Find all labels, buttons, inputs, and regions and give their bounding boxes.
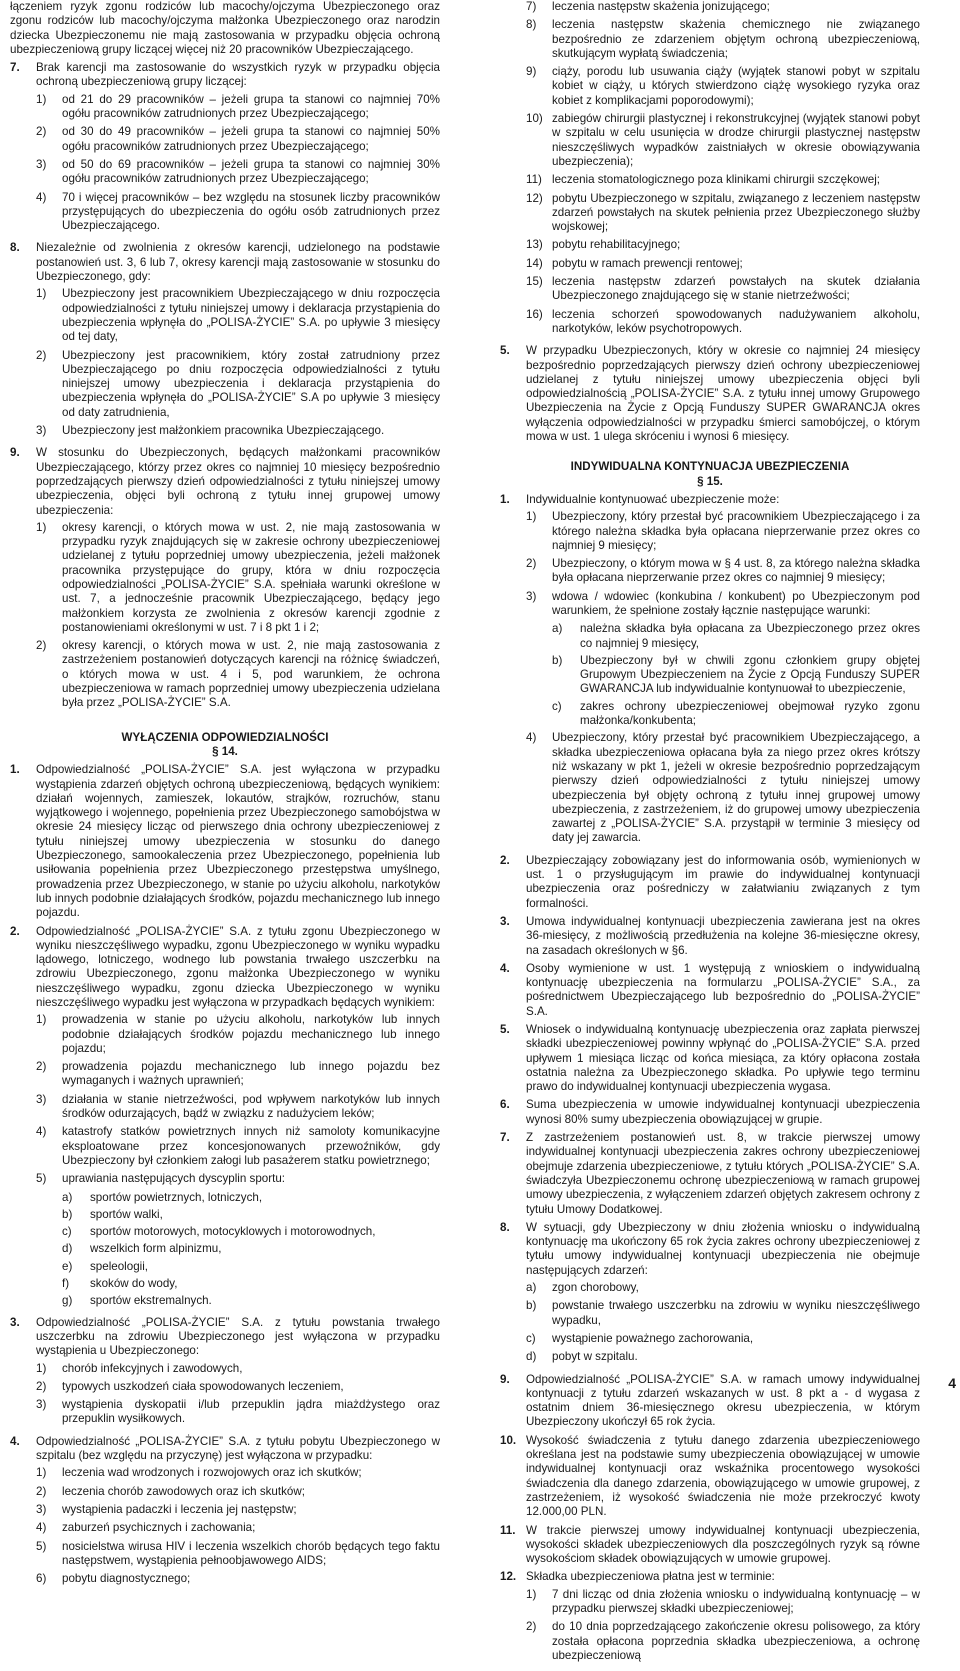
list-item: 1) chorób infekcyjnych i zawodowych, (36, 1361, 243, 1375)
left-column (10, 0, 440, 1594)
list-item: a) zgon chorobowy, (526, 1281, 639, 1295)
clause-7: 7. Brak karencji ma zastosowanie do wszystkich ryzyk w przypadku objęcia ochroną ubezpieczeniową grupy liczącej: 1) od 21 do 29 pracowników – jeżeli grupa ta stanowi co najmniej 70% ogółu pracowników zatrudnionych przez Ubezpieczającego; 2) od 30 do 49 pracowników – jeżeli grupa ta stanowi co najmniej 50% ogółu pracowników zatrudnionych przez Ubezpieczającego; 3) od 50 do 69 pracowników – jeżeli grupa ta stanowi co najmniej 30% ogółu pracowników zatrudnionych przez Ubezpieczającego; 4) 70 i więcej pracowników – bez względu na stosunek liczby pracowników przystępujących do ubezpieczenia do ogółu osób zatrudnionych przez Ubezpieczającego. (10, 61, 440, 233)
list-item: 5) nosicielstwa wirusa HIV i leczenia wszelkich chorób będących tego faktu następstwem, wystąpienia pełnoobjawowego AIDS; (36, 1539, 440, 1567)
condition-item: a) należna składka była opłacana za Ubezpieczonego przez okres co najmniej 9 miesięcy, (552, 622, 920, 650)
clause-text: Odpowiedzialność „POLISA-ŻYCIE” S.A. jest wyłączona w przypadku wystąpienia zdarzeń objętych ochroną ubezpieczeniową, będących wynikiem: działań wojennych, zamieszek, lokautów, strajków, rozruchów, stanu wyjątkowego i wojennego, popełnienia przez Ubezpieczonego samobójstwa w okresie 24 miesięcy licząc od pierwszego dnia ochrony ubezpieczeniowej z tytułu niniejszej umowy ubezpieczenia w stosunku do danego Ubezpieczonego, samookaleczenia przez Ubezpieczonego, popełnienia lub usiłowania popełnienia przez Ubezpieczonego przestępstwa umyślnego, prowadzenia przez Ubezpieczonego, w stanie po użyciu alkoholu, narkotyków lub innych podobnie działających środków, pojazdu mechanicznego lub innego pojazdu. (36, 763, 440, 920)
list-item: 1) prowadzenia w stanie po użyciu alkoholu, narkotyków lub innych podobnie działających środków pojazdu mechanicznego lub innego pojazdu; (36, 1013, 440, 1055)
list-item: 6) pobytu diagnostycznego; (36, 1572, 191, 1586)
exclusion-4-continued (500, 0, 920, 340)
list-item: 2) do 10 dnia poprzedzającego zakończenie okresu polisowego, za który została opłacona poprzednia składka ubezpieczeniowa, a ochronę ubezpieczeniową (526, 1620, 920, 1662)
list-item: 14) pobytu w ramach prewencji rentowej; (526, 256, 743, 270)
clause-text: W stosunku do Ubezpieczonych, będących małżonkami pracowników Ubezpieczającego, którzy przez okres co najmniej 10 miesięcy bezpośrednio poprzedzających pierwszy dzień odpowiedzialności z tytułu niniejszej umowy ubezpieczenia, objęci byli ochroną z tytułu innej grupowej umowy ubezpieczenia: (36, 446, 440, 517)
sport-item: c) sportów motorowych, motocyklowych i motorowodnych, (62, 1225, 376, 1239)
list-item: 7) leczenia następstw skażenia jonizującego; (526, 0, 770, 13)
list-item: 3) wystąpienia dyskopatii i/lub przepuklin jądra miażdżystego oraz przepuklin wysiłkowych. (36, 1398, 440, 1426)
section-paragraph-number: § 15. (697, 474, 723, 488)
exclusion-3: 3. Odpowiedzialność „POLISA-ŻYCIE” S.A. z tytułu powstania trwałego uszczerbku na zdrowiu Ubezpieczonego jest wyłączona w przypadku wystąpienia u Ubezpieczonego: 1) chorób infekcyjnych i zawodowych, 2) typowych uszkodzeń ciała spowodowanych leczeniem, 3) wystąpienia dyskopatii i/lub przepuklin jądra miażdżystego oraz przepuklin wysiłkowych. (10, 1315, 440, 1426)
list-item: 1) Ubezpieczony jest pracownikiem Ubezpieczającego w dniu rozpoczęcia odpowiedzialności z tytułu niniejszej umowy i deklaracja przystąpienia do ubezpieczenia wpłynęła do „POLISA-ŻYCIE” S.A. po upływie 3 miesięcy od tej daty, (36, 287, 440, 344)
continuation-8: 8. W sytuacji, gdy Ubezpieczony w dniu złożenia wniosku o indywidualną kontynuację ma ukończony 65 rok życia zakres ochrony ubezpieczeniowej z tytułu umowy indywidualnej kontynuacji ubezpieczenia nie obejmuje następujących zdarzeń: a) zgon chorobowy, b) powstanie trwałego uszczerbku na zdrowiu w wyniku nieszczęśliwego wypadku, c) wystąpienie poważnego zachorowania, d) pobyt w szpitalu. (500, 1220, 920, 1364)
list-item: 15) leczenia następstw zdarzeń powstałych na skutek działania Ubezpieczonego znajdującego się w stanie nietrzeźwości; (526, 275, 920, 303)
sport-item: d) wszelkich form alpinizmu, (62, 1242, 222, 1256)
list-item: c) wystąpienie poważnego zachorowania, (526, 1331, 754, 1345)
exclusion-1: 1. Odpowiedzialność „POLISA-ŻYCIE” S.A. jest wyłączona w przypadku wystąpienia zdarzeń objętych ochroną ubezpieczeniową, będących wynikiem: działań wojennych, zamieszek, lokautów, strajków, rozruchów, stanu wyjątkowego i wojennego, popełnienia przez Ubezpieczonego samobójstwa w okresie 24 miesięcy licząc od pierwszego dnia ochrony ubezpieczeniowej z tytułu niniejszej umowy ubezpieczenia w stosunku do danego Ubezpieczonego, samookaleczenia przez Ubezpieczonego, popełnienia lub usiłowania popełnienia przez Ubezpieczonego przestępstwa umyślnego, prowadzenia przez Ubezpieczonego, w stanie po użyciu alkoholu, narkotyków lub innych podobnie działających środków, pojazdu mechanicznego lub innego pojazdu. (10, 763, 440, 920)
clause-9: 9. W stosunku do Ubezpieczonych, będących małżonkami pracowników Ubezpieczającego, którzy przez okres co najmniej 10 miesięcy bezpośrednio poprzedzających pierwszy dzień odpowiedzialności z tytułu niniejszej umowy ubezpieczenia, objęci byli ochroną z tytułu innej grupowej umowy ubezpieczenia: 1) okresy karencji, o których mowa w ust. 2, nie mają zastosowania w przypadku ryzyk znajdujących się w zakresie ochrony ubezpieczeniowej udzielanej z tytułu poprzedniej umowy ubezpieczenia, jeżeli małżonek pracownika przystępujące do grupy, która w dniu rozpoczęcia odpowiedzialności „POLISA-ŻYCIE” S.A. spełniała warunki określone w ust. 7, a jednocześnie pracownik Ubezpieczającego, będący jego małżonkiem korzysta ze zwolnienia z okresów karencji zgodnie z postanowieniami określonymi w ust. 7 i 8 pkt 1 i 2; 2) okresy karencji, o których mowa w ust. 2, nie mają zastosowania z zastrzeżeniem postanowień dotyczących karencji na różnicę świadczeń, o których mowa w ust. 4 i 5, pod warunkiem, że ochrona ubezpieczeniowa w ramach poprzedniej umowy ubezpieczenia udzielana była przez „POLISA-ŻYCIE” S.A. (10, 446, 440, 710)
continued-paragraph: łączeniem ryzyk zgonu rodziców lub macochy/ojczyma Ubezpieczonego oraz zgonu rodziców lub macochy/ojczyma małżonka Ubezpieczonego oraz narodzin dziecka Ubezpieczonemu nie mają zastosowania w przypadku objęcia ochroną ubezpieczeniową grupy liczącej więcej niż 20 pracowników Ubezpieczającego. (10, 0, 440, 56)
continuation-12: 12. Składka ubezpieczeniowa płatna jest w terminie: 1) 7 dni licząc od dnia złożenia wniosku o indywidualną kontynuację – w przypadku pierwszej składki ubezpieczeniowej; 2) do 10 dnia poprzedzającego zakończenie okresu polisowego, za który została opłacona poprzednia składka ubezpieczeniowa, a ochronę ubezpieczeniową (500, 1570, 920, 1662)
continuation-1: 1. Indywidualnie kontynuować ubezpieczenie może: 1) Ubezpieczony, który przestał być pracownikiem Ubezpieczającego i za którego należna składka była opłacana nieprzerwanie przez okres co najmniej 9 miesięcy; 2) Ubezpieczony, o którym mowa w § 4 ust. 8, za którego należna składka była opłacana nieprzerwanie przez okres co najmniej 9 miesięcy; 3) wdowa / wdowiec (konkubina / konkubent) po Ubezpieczonym pod warunkiem, że spełnione zostały łącznie następujące warunki: a) należna składka była opłacana za Ubezpieczonego przez okres co najmniej 9 miesięcy, b) Ubezpieczony był w chwili zgonu członkiem grupy objętej Grupowym Ubezpieczeniem na Życie z Opcją Funduszy SUPER GWARANCJA lub indywidualnie kontynuował to ubezpieczenie, c) zakres ochrony ubezpieczeniowej obejmował ryzyko zgonu małżonka/konkubenta; 4) Ubezpieczony, który przestał być pracownikiem Ubezpieczającego, a składka ubezpieczeniowa opłacana była za niego przez okres krótszy niż wskazany w pkt 1, jeżeli w okresie bezpośrednio poprzedzającym pierwszy dzień odpowiedzialności z tytułu niniejszej umowy ubezpieczenia był objęty ochroną z tytułu innej grupowej umowy ubezpieczenia, z zastrzeżeniem, iż do grupowej umowy ubezpieczenia zawartej z „POLISA-ŻYCIE” S.A. przystąpił w terminie 3 miesięcy od daty jej zawarcia. (500, 492, 920, 845)
list-item: 9) ciąży, porodu lub usuwania ciąży (wyjątek stanowi pobyt w szpitalu kobiet w ciąży, u których stwierdzono ciążę wysokiego ryzyka oraz kobiet z komplikacjami poporodowymi); (526, 65, 920, 107)
list-item: 1) 7 dni licząc od dnia złożenia wniosku o indywidualną kontynuację – w przypadku pierwszej składki ubezpieczeniowej; (526, 1587, 920, 1615)
list-item: 10) zabiegów chirurgii plastycznej i rekonstrukcyjnej (wyjątek stanowi pobyt w szpitalu w celu usunięcia w drodze chirurgii plastycznej następstw nieszczęśliwych wypadków zaistniałych w okresie obowiązywania ubezpieczenia); (526, 112, 920, 168)
continuation-clause: 11. W trakcie pierwszej umowy indywidualnej kontynuacji ubezpieczenia, wysokości składek ubezpieczeniowych dla poszczególnych ryzyk są równe wysokościom składek obowiązujących w umowie grupowej. (500, 1523, 920, 1566)
list-item: 1) leczenia wad wrodzonych i rozwojowych oraz ich skutków; (36, 1466, 362, 1480)
list-item: 4) 70 i więcej pracowników – bez względu na stosunek liczby pracowników przystępujących do ubezpieczenia do ogółu osób zatrudnionych przez Ubezpieczającego. (36, 190, 440, 233)
clause-text: Niezależnie od zwolnienia z okresów karencji, udzielonego na podstawie postanowień ust. 3, 6 lub 7, okresy karencji mają zastosowanie w stosunku do Ubezpieczonego, gdy: (36, 241, 440, 284)
clause-text: Indywidualnie kontynuować ubezpieczenie może: (526, 492, 780, 506)
list-item: 2) leczenia chorób zawodowych oraz ich skutków; (36, 1484, 305, 1498)
list-item: 1) Ubezpieczony, który przestał być pracownikiem Ubezpieczającego i za którego należna składka była opłacana nieprzerwanie przez okres co najmniej 9 miesięcy; (526, 510, 920, 552)
continuation-clause: 4. Osoby wymienione w ust. 1 występują z wnioskiem o indywidualną kontynuację ubezpieczenia na formularzu „POLISA-ŻYCIE” S.A., za pośrednictwem Ubezpieczającego lub bezpośrednio do „POLISA-ŻYCIE” S.A. (500, 961, 920, 1018)
continuation-clause: 3. Umowa indywidualnej kontynuacji ubezpieczenia zawierana jest na okres 36-miesięcy, z możliwością przedłużenia na kolejne 36-miesięczne okresy, na zasadach określonych w §6. (500, 914, 920, 957)
continuation-clause: 5. Wniosek o indywidualną kontynuację ubezpieczenia oraz zapłata pierwszej składki ubezpieczeniowej powinny wpłynąć do „POLISA-ŻYCIE” S.A. przed upływem 1 miesiąca licząc od końca miesiąca, za który opłacona została ostatnia należna za Ubezpieczonego składka. Po upływie tego terminu prawo do indywidualnej kontynuacji ubezpieczenia wygasa. (500, 1023, 920, 1094)
continuation-clause: 2. Ubezpieczający zobowiązany jest do informowania osób, wymienionych w ust. 1 o przysługującym im prawie do indywidualnej kontynuacji ubezpieczenia oraz pośredniczy w załatwianiu związanych z tym formalności. (500, 853, 920, 910)
list-item: 3) wystąpienia padaczki i leczenia jej następstw; (36, 1502, 297, 1516)
condition-item: b) Ubezpieczony był w chwili zgonu członkiem grupy objętej Grupowym Ubezpieczeniem na Życie z Opcją Funduszy SUPER GWARANCJA lub indywidualnie kontynuował to ubezpieczenie, (552, 653, 920, 696)
list-item: d) pobyt w szpitalu. (526, 1350, 638, 1364)
list-item: 11) leczenia stomatologicznego poza klinikami chirurgii szczękowej; (526, 173, 880, 187)
clause-8: 8. Niezależnie od zwolnienia z okresów karencji, udzielonego na podstawie postanowień ust. 3, 6 lub 7, okresy karencji mają zastosowanie w stosunku do Ubezpieczonego, gdy: 1) Ubezpieczony jest pracownikiem Ubezpieczającego w dniu rozpoczęcia odpowiedzialności z tytułu niniejszej umowy i deklaracja przystąpienia do ubezpieczenia wpłynęła do „POLISA-ŻYCIE” S.A. po upływie 3 miesięcy od tej daty, 2) Ubezpieczony jest pracownikiem, który został zatrudniony przez Ubezpieczającego po dniu rozpoczęcia odpowiedzialności z tytułu niniejszej umowy ubezpieczenia i deklaracja przystąpienia do ubezpieczenia wpłynęła do „POLISA-ŻYCIE” S.A po upływie 3 miesięcy od daty zatrudnienia, 3) Ubezpieczony jest małżonkiem pracownika Ubezpieczającego. (10, 241, 440, 438)
sport-item: b) sportów walki, (62, 1207, 163, 1221)
section-paragraph-number: § 14. (212, 744, 238, 758)
clause-text: Brak karencji ma zastosowanie do wszystkich ryzyk w przypadku objęcia ochroną ubezpieczeniową grupy liczącej: (36, 61, 440, 89)
list-item: 2) Ubezpieczony, o którym mowa w § 4 ust. 8, za którego należna składka była opłacana nieprzerwanie przez okres co najmniej 9 miesięcy; (526, 557, 920, 585)
sport-item: a) sportów powietrznych, lotniczych, (62, 1190, 263, 1204)
list-item: 2) od 30 do 49 pracowników – jeżeli grupa ta stanowi co najmniej 50% ogółu pracowników zatrudnionych przez Ubezpieczającego; (36, 125, 440, 153)
list-item: 3) działania w stanie nietrzeźwości, pod wpływem narkotyków lub innych środków odurzających, bądź w związku z nadużyciem leków; (36, 1092, 440, 1121)
clause-text: Odpowiedzialność „POLISA-ŻYCIE” S.A. z tytułu zgonu Ubezpieczonego w wyniku nieszczęśliwego wypadku, zgonu Ubezpieczonego w wyniku wypadku lądowego, lotniczego, wodnego lub powstania trwałego uszczerbku na zdrowiu Ubezpieczonego, zgonu małżonka Ubezpieczonego w wyniku nieszczęśliwego wypadku, zgonu dziecka Ubezpieczonego w wyniku nieszczęśliwego wypadku jest wyłączona w przypadkach będących wynikiem: (36, 924, 440, 1009)
clause-text: W sytuacji, gdy Ubezpieczony w dniu złożenia wniosku o indywidualną kontynuację ma ukończony 65 rok życia zakres ochrony ubezpieczeniowej z tytułu umowy indywidualnej kontynuacji ubezpieczenia nie obejmuje następujących zdarzeń: (526, 1220, 920, 1277)
right-column (500, 0, 920, 1671)
exclusion-2: 2. Odpowiedzialność „POLISA-ŻYCIE” S.A. z tytułu zgonu Ubezpieczonego w wyniku nieszczęśliwego wypadku, zgonu Ubezpieczonego w wyniku wypadku lądowego, lotniczego, wodnego lub powstania trwałego uszczerbku na zdrowiu Ubezpieczonego, zgonu małżonka Ubezpieczonego w wyniku nieszczęśliwego wypadku, zgonu dziecka Ubezpieczonego w wyniku nieszczęśliwego wypadku jest wyłączona w przypadkach będących wynikiem: 1) prowadzenia w stanie po użyciu alkoholu, narkotyków lub innych podobnie działających środków pojazdu mechanicznego lub innego pojazdu; 2) prowadzenia pojazdu mechanicznego lub innego pojazdu bez wymaganych i ważnych uprawnień; 3) działania w stanie nietrzeźwości, pod wpływem narkotyków lub innych środków odurzających, bądź w związku z nadużyciem leków; 4) katastrofy statków powietrznych innych niż samoloty komunikacyjne eksploatowane przez koncesjonowanych przewoźników, gdy Ubezpieczony był członkiem załogi lub pasażerem statku powietrznego; 5) uprawiania następujących dyscyplin sportu: a) sportów powietrznych, lotniczych, b) sportów walki, c) sportów motorowych, motocyklowych i motorowodnych, d) wszelkich form alpinizmu, e) speleologii, f) skoków do wody, g) sportów ekstremalnych. (10, 924, 440, 1308)
list-item: 12) pobytu Ubezpieczonego w szpitalu, związanego z leczeniem następstw zdarzeń powstałych na skutek pełnienia przez Ubezpieczonego służby wojskowej; (526, 191, 920, 234)
list-item: 3) od 50 do 69 pracowników – jeżeli grupa ta stanowi co najmniej 30% ogółu pracowników zatrudnionych przez Ubezpieczającego; (36, 157, 440, 186)
list-item: 16) leczenia schorzeń spowodowanych nadużywaniem alkoholu, narkotyków, leków psychotropowych. (526, 307, 920, 335)
list-item: 4) Ubezpieczony, który przestał być pracownikiem Ubezpieczającego, a składka ubezpieczeniowa opłacana była za niego przez okres krótszy niż wskazany w pkt 1, jeżeli w okresie bezpośrednio poprzedzającym pierwszy dzień odpowiedzialności z tytułu niniejszej umowy ubezpieczenia był objęty ochroną z tytułu innej grupowej umowy ubezpieczenia, z zastrzeżeniem, iż do grupowej umowy ubezpieczenia zawartej z „POLISA-ŻYCIE” S.A. przystąpił w terminie 3 miesięcy od daty jej zawarcia. (526, 731, 920, 845)
list-item: 2) Ubezpieczony jest pracownikiem, który został zatrudniony przez Ubezpieczającego po dniu rozpoczęcia odpowiedzialności z tytułu niniejszej umowy ubezpieczenia i deklaracja przystąpienia do ubezpieczenia wpłynęła do „POLISA-ŻYCIE” S.A po upływie 3 miesięcy od daty zatrudnienia, (36, 348, 440, 419)
clause-text: Odpowiedzialność „POLISA-ŻYCIE” S.A. z tytułu powstania trwałego uszczerbku na zdrowiu Ubezpieczonego jest wyłączona w przypadku wystąpienia u Ubezpieczonego: (36, 1315, 440, 1358)
continuation-clause: 10. Wysokość świadczenia z tytułu danego zdarzenia ubezpieczeniowego określana jest na podstawie sumy ubezpieczenia obowiązującej w umowie indywidualnej kontynuacji oraz wskaźnika procentowego wysokości świadczenia dla danego zdarzenia, obowiązującego w umowie grupowej, z zastrzeżeniem, iż wysokość świadczenia nie może przekroczyć kwoty 12.000,00 PLN. (500, 1433, 920, 1519)
exclusion-4: 4. Odpowiedzialność „POLISA-ŻYCIE” S.A. z tytułu pobytu Ubezpieczonego w szpitalu (bez względu na przyczynę) jest wyłączona w przypadku: 1) leczenia wad wrodzonych i rozwojowych oraz ich skutków; 2) leczenia chorób zawodowych oraz ich skutków; 3) wystąpienia padaczki i leczenia jej następstw; 4) zaburzeń psychicznych i zachowania; 5) nosicielstwa wirusa HIV i leczenia wszelkich chorób będących tego faktu następstwem, wystąpienia pełnoobjawowego AIDS; 6) pobytu diagnostycznego; (10, 1434, 440, 1586)
clause-text: W przypadku Ubezpieczonych, który w okresie co najmniej 24 miesięcy bezpośrednio poprzedzających pierwszy dzień ochrony ubezpieczeniowej udzielanej z tytułu niniejszej umowy ubezpieczenia objęci byli odpowiedzialnością „POLISA-ŻYCIE” S.A. z tytułu innej umowy Grupowego Ubezpieczenia na Życie z Opcją Funduszy SUPER GWARANCJA okres wyłączenia odpowiedzialności w przypadku śmierci samobójczej, o którym mowa w ust. 1 ulega skróceniu i wynosi 6 miesięcy. (526, 344, 920, 444)
condition-item: c) zakres ochrony ubezpieczeniowej obejmował ryzyko zgonu małżonka/konkubenta; (552, 699, 920, 728)
list-item: 5) uprawiania następujących dyscyplin sportu: (36, 1172, 285, 1186)
list-item: b) powstanie trwałego uszczerbku na zdrowiu w wyniku nieszczęśliwego wypadku, (526, 1299, 920, 1327)
exclusion-5: 5. W przypadku Ubezpieczonych, który w okresie co najmniej 24 miesięcy bezpośrednio poprzedzających pierwszy dzień ochrony ubezpieczeniowej udzielanej z tytułu niniejszej umowy ubezpieczenia objęci byli odpowiedzialnością „POLISA-ŻYCIE” S.A. z tytułu innej umowy Grupowego Ubezpieczenia na Życie z Opcją Funduszy SUPER GWARANCJA okres wyłączenia odpowiedzialności w przypadku śmierci samobójczej, o którym mowa w ust. 1 ulega skróceniu i wynosi 6 miesięcy. (500, 344, 920, 444)
list-item: 2) okresy karencji, o których mowa w ust. 2, nie mają zastosowania z zastrzeżeniem postanowień dotyczących karencji na różnicę świadczeń, o których mowa w ust. 4 i 5, pod warunkiem, że ochrona ubezpieczeniowa w ramach poprzedniej umowy ubezpieczenia udzielana była przez „POLISA-ŻYCIE” S.A. (36, 639, 440, 710)
list-item: 3) Ubezpieczony jest małżonkiem pracownika Ubezpieczającego. (36, 424, 385, 438)
list-item: 13) pobytu rehabilitacyjnego; (526, 238, 681, 252)
list-item: 4) zaburzeń psychicznych i zachowania; (36, 1521, 256, 1535)
sport-item: g) sportów ekstremalnych. (62, 1294, 212, 1308)
list-item: 8) leczenia następstw skażenia chemicznego nie związanego bezpośrednio ze zdarzeniem objętym ochroną ubezpieczeniową, skutkującym wypłatą świadczenia; (526, 18, 920, 60)
list-item: 2) prowadzenia pojazdu mechanicznego lub innego pojazdu bez wymaganych i ważnych uprawnień; (36, 1060, 440, 1088)
sport-item: f) skoków do wody, (62, 1277, 178, 1291)
list-item: 2) typowych uszkodzeń ciała spowodowanych leczeniem, (36, 1379, 344, 1393)
list-item: 4) katastrofy statków powietrznych innych niż samoloty komunikacyjne eksploatowane przez koncesjonowanych przewoźników, gdy Ubezpieczony był członkiem załogi lub pasażerem statku powietrznego; (36, 1125, 440, 1167)
continuation-clause: 9. Odpowiedzialność „POLISA-ŻYCIE” S.A. w ramach umowy indywidualnej kontynuacji z tytułu zdarzeń wskazanych w ust. 8 pkt a - d wygasa z ostatnim dniem 36-miesięcznego okresu ubezpieczenia, w którym Ubezpieczony ukończył 65 rok życia. (500, 1372, 920, 1429)
clause-text: Składka ubezpieczeniowa płatna jest w terminie: (526, 1570, 775, 1584)
section-heading: INDYWIDUALNA KONTYNUACJA UBEZPIECZENIA (570, 460, 850, 474)
list-item: 1) okresy karencji, o których mowa w ust. 2, nie mają zastosowania w przypadku ryzyk znajdujących się w zakresie ochrony ubezpieczeniowej udzielanej z tytułu poprzedniej umowy ubezpieczenia, jeżeli małżonek pracownika przystępujące do grupy, która w dniu rozpoczęcia odpowiedzialności „POLISA-ŻYCIE” S.A. spełniała warunki określone w ust. 7, a jednocześnie pracownik Ubezpieczającego, będący jego małżonkiem korzysta ze zwolnienia z okresów karencji zgodnie z postanowieniami określonymi w ust. 7 i 8 pkt 1 i 2; (36, 520, 440, 634)
section-heading: WYŁĄCZENIA ODPOWIEDZIALNOŚCI (121, 730, 329, 744)
continuation-clause: 6. Suma ubezpieczenia w umowie indywidualnej kontynuacji ubezpieczenia wynosi 80% sumy ubezpieczenia obowiązującej w grupie. (500, 1098, 920, 1126)
list-item: 1) od 21 do 29 pracowników – jeżeli grupa ta stanowi co najmniej 70% ogółu pracowników zatrudnionych przez Ubezpieczającego; (36, 92, 440, 121)
clause-text: Odpowiedzialność „POLISA-ŻYCIE” S.A. z tytułu pobytu Ubezpieczonego w szpitalu (bez względu na przyczynę) jest wyłączona w przypadku: (36, 1434, 440, 1463)
continuation-clause: 7. Z zastrzeżeniem postanowień ust. 8, w trakcie pierwszej umowy indywidualnej kontynuacji ubezpieczenia zakres ochrony ubezpieczeniowej obejmuje zdarzenia ubezpieczeniowe, z tytułu których „POLISA-ŻYCIE” S.A. świadczyła Ubezpieczonemu ochronę ubezpieczeniową w ramach grupowej umowy ubezpieczenia, z wyłączeniem zdarzeń objętych zakresem ochrony z tytułu Umowy Dodatkowej. (500, 1131, 920, 1216)
sport-item: e) speleologii, (62, 1259, 149, 1273)
page-number: 4 (948, 1375, 956, 1391)
list-item: 3) wdowa / wdowiec (konkubina / konkubent) po Ubezpieczonym pod warunkiem, że spełnione zostały łącznie następujące warunki: (526, 589, 920, 617)
